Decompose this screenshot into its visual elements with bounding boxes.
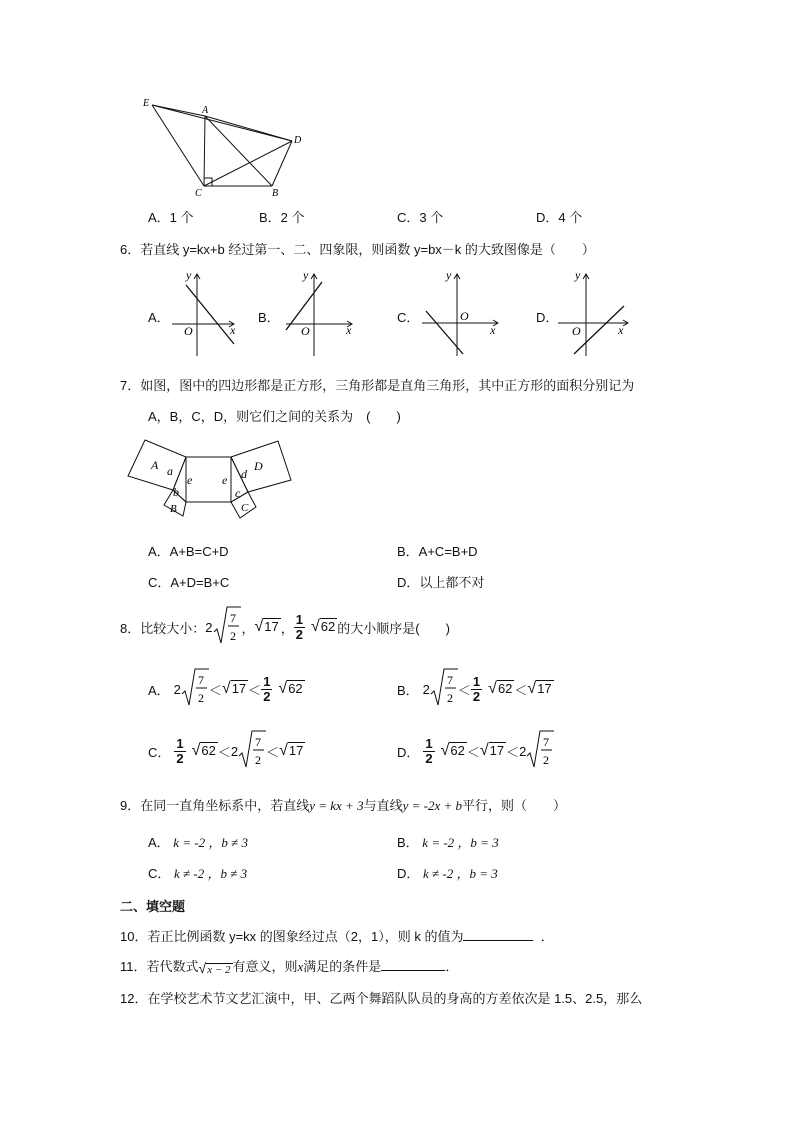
radicand: 17 — [489, 743, 505, 758]
q5-option-b[interactable]: B．2 个 — [259, 210, 305, 225]
q9-stem-post: 平行，则（ ） — [462, 798, 567, 813]
q7-option-a[interactable]: A．A+B=C+D — [148, 544, 229, 559]
sqrt-seven-halves — [238, 729, 266, 774]
q9-option-d[interactable] — [397, 863, 498, 882]
point-label-c: C — [195, 188, 202, 199]
q8-prefix: 8．比较大小： — [120, 620, 206, 636]
option-label: C． — [148, 866, 171, 881]
radicand: x − 2 — [207, 963, 231, 976]
point-label-d: D — [294, 135, 302, 146]
q9-option-b[interactable] — [397, 832, 499, 851]
axis-x-label: x — [230, 323, 236, 337]
q9-stem-pre: 9．在同一直角坐标系中，若直线 — [120, 798, 310, 813]
radicand: 62 — [497, 681, 513, 696]
sqrt-62: √62 — [440, 742, 465, 759]
denominator: 2 — [263, 688, 271, 704]
q9-stem-mid: 与直线 — [363, 798, 403, 813]
sqrt-seven-halves — [213, 605, 241, 650]
coef-two: 2 — [173, 681, 181, 697]
q8-option-b[interactable] — [397, 668, 554, 710]
square-label-b: B — [170, 503, 177, 515]
q10-text: 10．若正比例函数 y=kx 的图象经过点（2，1），则 k 的值为 — [120, 929, 464, 944]
q7-figure — [125, 436, 300, 522]
point-label-a: A — [202, 105, 209, 116]
option-label: B． — [397, 682, 419, 698]
answer-blank[interactable] — [381, 958, 445, 971]
point-label-e: E — [143, 98, 150, 109]
origin-label: O — [301, 324, 310, 338]
radicand: 62 — [450, 743, 465, 758]
q8-option-a[interactable] — [148, 668, 305, 710]
q10-end: ． — [540, 929, 554, 944]
sqrt-seven-halves — [526, 729, 554, 774]
q7-option-c[interactable]: C．A+D=B+C — [148, 575, 230, 590]
q5-option-c[interactable]: C．3 个 — [397, 210, 444, 225]
numerator: 7 — [230, 610, 237, 625]
point-label-b: B — [272, 188, 279, 199]
coef-two: 2 — [230, 743, 239, 759]
q11-pre: 11．若代数式 — [120, 959, 199, 974]
side-label-b: b — [173, 485, 179, 499]
square-label-a: A — [151, 458, 159, 472]
sqrt-62: √62 — [278, 680, 303, 697]
fraction-one-half — [471, 675, 482, 704]
q11-mid: 有意义，则 — [232, 959, 298, 974]
q6-graph-c[interactable] — [420, 268, 502, 358]
denominator: 2 — [176, 750, 184, 766]
q9-option-c[interactable] — [148, 863, 247, 882]
numerator: 1 — [472, 673, 481, 689]
fraction-one-half — [174, 737, 185, 766]
denominator: 2 — [425, 750, 433, 766]
coef-two: 2 — [519, 743, 527, 759]
sqrt-17: √17 — [479, 742, 505, 759]
less-than: ＜ — [266, 744, 280, 760]
denominator: 2 — [295, 626, 303, 642]
denominator: 2 — [197, 690, 204, 705]
numerator: 1 — [176, 735, 184, 751]
fraction-one-half — [423, 737, 434, 766]
radicand: 62 — [201, 743, 216, 758]
q8-option-c[interactable] — [148, 730, 305, 772]
less-than: ＜ — [466, 744, 480, 760]
q9-line1: y = kx + 3 — [309, 798, 364, 813]
q8-suffix: 的大小顺序是( ) — [337, 620, 450, 636]
section-title: 二、填空题 — [120, 899, 186, 914]
sqrt-62: √62 — [488, 680, 513, 697]
answer-blank[interactable] — [463, 928, 533, 941]
q5-option-a[interactable]: A．1 个 — [148, 210, 194, 225]
sqrt-17: √17 — [527, 680, 552, 697]
radicand: 17 — [288, 743, 304, 758]
q9-stem — [120, 795, 566, 814]
origin-label: O — [184, 324, 193, 338]
denominator: 2 — [543, 752, 550, 767]
radicand: 62 — [320, 619, 336, 634]
sqrt-17: √17 — [279, 742, 304, 759]
numerator: 1 — [263, 673, 271, 689]
denominator: 2 — [472, 688, 481, 704]
side-label-e-right: e — [222, 473, 228, 487]
sqrt-17: √17 — [221, 680, 247, 697]
q7-option-d[interactable]: D．以上都不对 — [397, 575, 485, 590]
numerator: 1 — [295, 611, 303, 627]
less-than: ＜ — [457, 682, 471, 698]
less-than: ＜ — [514, 682, 528, 698]
sqrt-seven-halves — [181, 667, 209, 712]
sqrt-17: √17 — [254, 618, 279, 635]
q6-graph-a[interactable] — [170, 268, 240, 358]
q8-stem — [120, 606, 450, 648]
fraction-one-half — [261, 675, 272, 704]
q11-post: 满足的条件是 — [303, 959, 382, 974]
less-than: ＜ — [217, 744, 231, 760]
q9-line2: y = -2x + b — [402, 798, 463, 813]
q6-option-b-label[interactable]: B． — [258, 310, 280, 325]
numerator: 7 — [255, 734, 262, 749]
numerator: 7 — [197, 672, 204, 687]
q7-option-b[interactable]: B．A+C=B+D — [397, 544, 478, 559]
q6-option-d-label[interactable]: D． — [536, 310, 559, 325]
q7-stem-line2: A，B，C，D，则它们之间的关系为 ( ) — [148, 409, 401, 424]
coef-two: 2 — [422, 681, 430, 697]
option-text: k ≠ -2 ，b = 3 — [423, 866, 498, 881]
option-label: A． — [148, 682, 170, 698]
option-label: C． — [148, 744, 171, 760]
square-label-c: C — [241, 502, 249, 514]
side-label-a: a — [167, 464, 173, 478]
q12-stem: 12．在学校艺术节文艺汇演中，甲、乙两个舞蹈队队员的身高的方差依次是 1.5、2.5，那么 — [120, 991, 643, 1006]
separator: ， — [241, 620, 255, 636]
denominator: 2 — [255, 752, 262, 767]
fraction-one-half — [294, 613, 305, 642]
sqrt-62: √62 — [310, 618, 336, 635]
q5-option-d[interactable]: D．4 个 — [536, 210, 583, 225]
numerator: 1 — [425, 735, 433, 751]
origin-label: O — [460, 309, 469, 323]
less-than: ＜ — [248, 682, 262, 698]
sqrt-seven-halves — [430, 667, 458, 712]
q5-figure — [140, 96, 310, 200]
q6-graph-d[interactable] — [556, 268, 632, 358]
radicand: 62 — [288, 681, 303, 696]
denominator: 2 — [230, 628, 237, 643]
option-label: D． — [397, 744, 420, 760]
coef-two: 2 — [205, 619, 213, 635]
axis-x-label: x — [346, 323, 352, 337]
radicand: 17 — [264, 619, 279, 634]
sqrt-x-minus-2: √x − 2 — [198, 959, 231, 976]
less-than: ＜ — [208, 682, 222, 698]
axis-y-label: y — [186, 268, 192, 282]
denominator: 2 — [446, 690, 453, 705]
q6-option-c-label[interactable]: C． — [397, 310, 420, 325]
option-text: k = -2 ，b ≠ 3 — [173, 835, 249, 850]
q6-graph-b[interactable] — [284, 268, 356, 358]
q11-end: ． — [445, 959, 459, 974]
numerator: 7 — [543, 734, 550, 749]
q10-stem — [120, 926, 554, 945]
side-label-c: c — [235, 486, 241, 500]
q9-option-a[interactable] — [148, 832, 248, 851]
less-than: ＜ — [506, 744, 520, 760]
sqrt-62: √62 — [191, 742, 216, 759]
q7-stem-line1: 7．如图，图中的四边形都是正方形，三角形都是直角三角形，其中正方形的面积分别记为 — [120, 378, 635, 393]
q8-option-d[interactable] — [397, 730, 554, 772]
side-label-d: d — [241, 467, 247, 481]
square-label-d: D — [254, 459, 263, 473]
numerator: 7 — [446, 672, 453, 687]
option-text: k = -2 ，b = 3 — [422, 835, 499, 850]
option-text: k ≠ -2 ，b ≠ 3 — [174, 866, 248, 881]
option-label: D． — [397, 866, 420, 881]
axis-x-label: x — [490, 323, 496, 337]
q6-option-a-label[interactable]: A． — [148, 310, 170, 325]
axis-y-label: y — [575, 268, 581, 282]
option-label: A． — [148, 835, 170, 850]
q6-stem: 6．若直线 y=kx+b 经过第一、二、四象限，则函数 y=bx－k 的大致图像是（ ） — [120, 242, 595, 257]
option-label: B． — [397, 835, 419, 850]
radicand: 17 — [231, 681, 247, 696]
variable-x: x — [297, 959, 304, 974]
q11-stem — [120, 956, 458, 976]
side-label-e-left: e — [187, 473, 193, 487]
axis-y-label: y — [446, 268, 452, 282]
radicand: 17 — [537, 681, 552, 696]
origin-label: O — [572, 324, 581, 338]
axis-x-label: x — [618, 323, 624, 337]
axis-y-label: y — [303, 268, 309, 282]
separator: ， — [280, 620, 294, 636]
